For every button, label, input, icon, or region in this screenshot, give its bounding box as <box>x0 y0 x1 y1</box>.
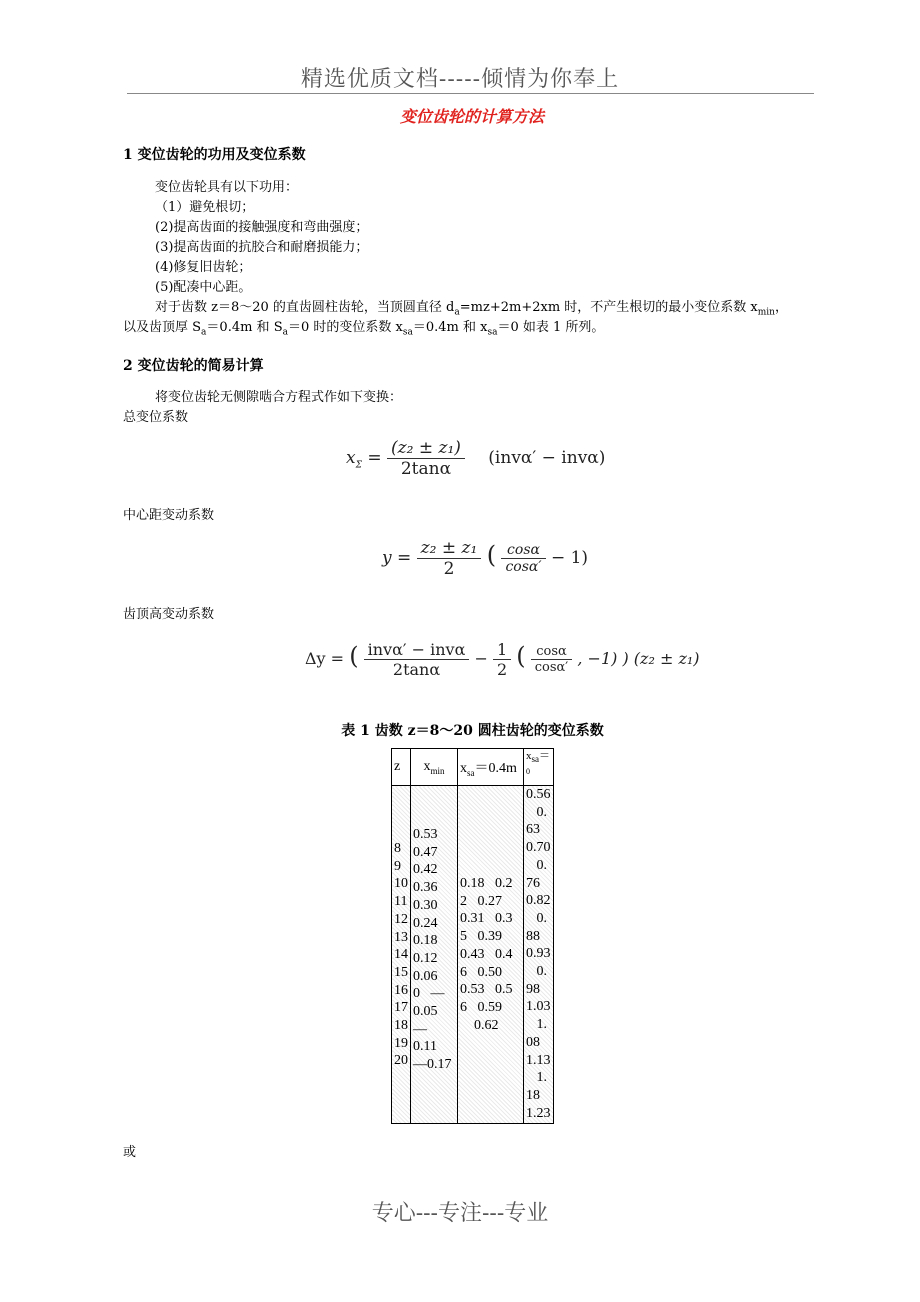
page-header: 精选优质文档-----倾情为你奉上 <box>300 67 620 92</box>
formula-addendum-change: Δy = ( $\frac{\text{invα′ − invα}}{2\tan\alpha}$ − $\frac{1}{2}$ ( $\frac{\cos\alpha}{\cos\alpha'}$ , −1) ) (z₂ ± z₁) <box>305 640 700 679</box>
section-2-heading: 2 变位齿轮的简易计算 <box>123 358 264 374</box>
label-center-distance: 中心距变动系数 <box>123 508 215 523</box>
x-sa-0-values-cell: 0.56 0. 63 0.70 0. 76 0.82 0. 88 0.93 0. 98 1.03 1. 08 1.13 1. 18 1.23 <box>524 786 554 1124</box>
table-body-row <box>392 786 554 1124</box>
section-1-paragraph-line-2: 以及齿顶厚 $S_a=0.4m$ 和 $S_a=0$ 时的变位系数 $x_{sa}=0.4m$ 和 $x_{sa}=0$ 如表 1 所列。 <box>123 320 605 338</box>
function-item-5: (5)配凑中心距。 <box>155 280 252 295</box>
formula-total-shift: $x_\Sigma$ = $\frac{\text{(z₂ ± z₁)}}{2\tan\alpha}$ (invα′ − invα) <box>346 438 606 479</box>
function-item-3: (3)提高齿面的抗胶合和耐磨损能力； <box>155 240 369 255</box>
header-x-sa-04m: $x_{sa}=0.4m$ <box>458 749 524 786</box>
function-item-2: (2)提高齿面的接触强度和弯曲强度； <box>155 220 369 235</box>
function-item-1: （1）避免根切； <box>155 200 255 215</box>
section-1-intro: 变位齿轮具有以下功用： <box>155 180 299 195</box>
header-xmin: $x_{min}$ <box>411 749 458 786</box>
z-values-cell: 8 9 10 11 12 13 14 15 16 17 18 19 20 <box>392 786 411 1124</box>
x-sa-04m-values-cell: 0.18 0.2 2 0.27 0.31 0.3 5 0.39 0.43 0.4 6 0.50 0.53 0.5 6 0.59 0.62 <box>458 786 524 1124</box>
label-addendum-change: 齿顶高变动系数 <box>123 607 215 622</box>
page-footer: 专心---专注---专业 <box>371 1201 549 1226</box>
continuation-text: 或 <box>123 1145 137 1160</box>
header-z: z <box>392 749 411 786</box>
formula-center-distance: y = $\frac{\text{z₂ ± z₁}}{2}$ ( $\frac{\cos\alpha}{\cos\alpha'}$ − 1) <box>382 538 589 579</box>
document-title: 变位齿轮的计算方法 <box>399 107 544 126</box>
xmin-values-cell: 0.53 0.47 0.42 0.36 0.30 0.24 0.18 0.12 0.06 0 — 0.05 — 0.11 —0.17 <box>411 786 458 1124</box>
section-2-intro: 将变位齿轮无侧隙啮合方程式作如下变换： <box>155 390 403 405</box>
header-divider <box>127 93 814 94</box>
shift-coefficient-table <box>391 748 554 1124</box>
table-header-row <box>392 749 554 786</box>
function-item-4: (4)修复旧齿轮； <box>155 260 252 275</box>
header-x-sa-0: $x_{sa}=$ 0 <box>524 749 554 786</box>
label-total-shift: 总变位系数 <box>123 410 189 425</box>
section-1-heading: 1 变位齿轮的功用及变位系数 <box>123 147 306 163</box>
section-1-paragraph-line-1: 对于齿数 z＝8～20 的直齿圆柱齿轮，当顶圆直径 $d_a=mz+2m+2xm$ 时，不产生根切的最小变位系数 $x_{min}$， <box>155 300 788 318</box>
table-caption: 表 1 齿数 z＝8～20 圆柱齿轮的变位系数 <box>341 723 604 739</box>
